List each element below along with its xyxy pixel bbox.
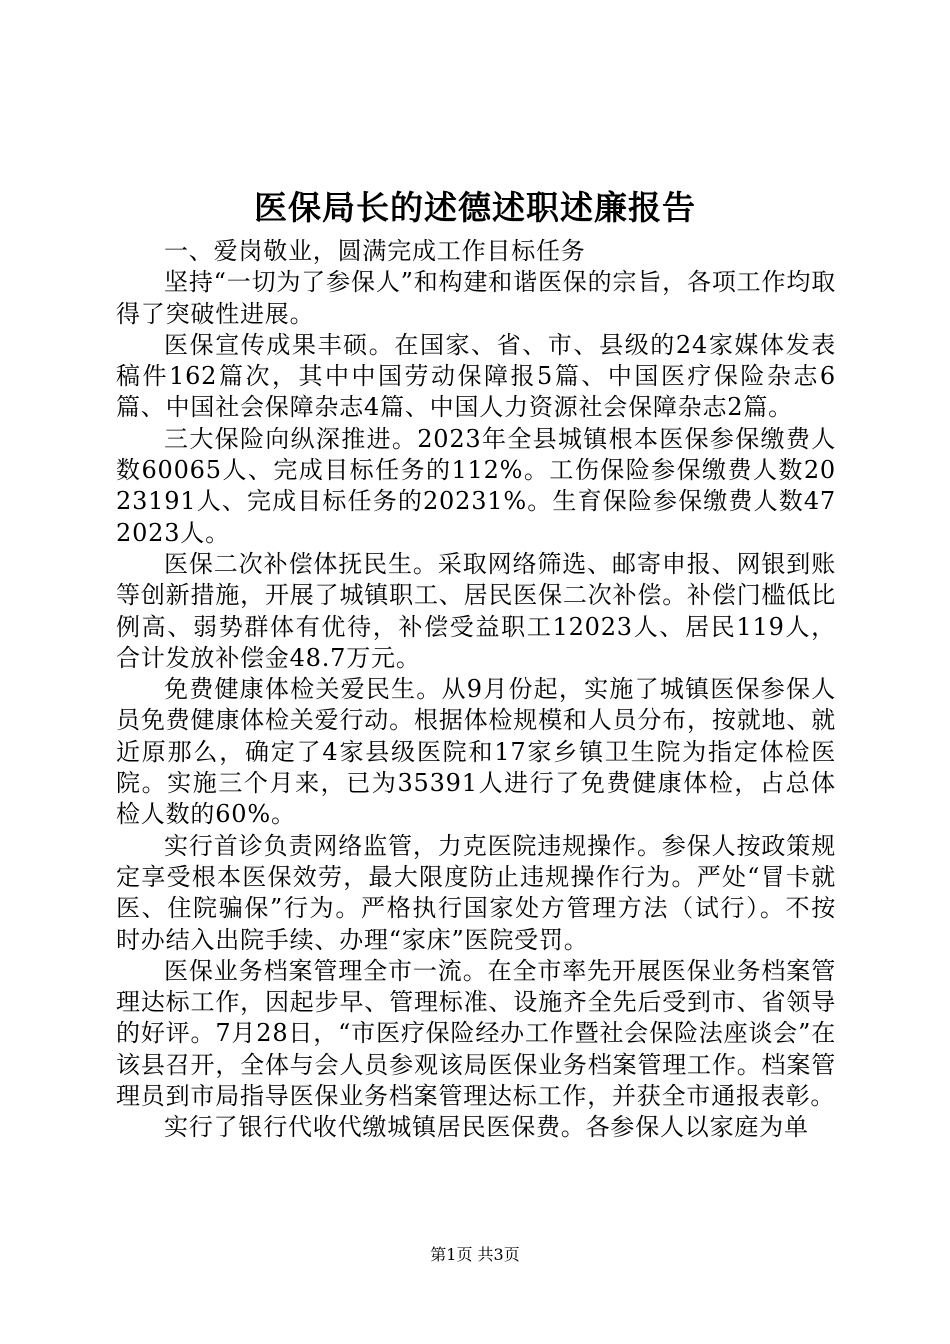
document-title: 医保局长的述德述职述廉报告 (254, 188, 696, 227)
paragraph-supervision: 实行首诊负责网络监管，力克医院违规操作。参保人按政策规定享受根本医保效劳，最大限度防止违规操作行为。严处“冒卡就医、住院骗保”行为。严格执行国家处方管理方法（试行）。不按时办结入出院手续、办理“家床”医院受罚。 (116, 831, 836, 954)
document-body (116, 236, 836, 1144)
paragraph-health-check: 免费健康体检关爱民生。从9月份起，实施了城镇医保参保人员免费健康体检关爱行动。根据体检规模和人员分布，按就地、就近原那么，确定了4家县级医院和17家乡镇卫生院为指定体检医院。实施三个月来，已为35391人进行了免费健康体检，占总体检人数的60%。 (116, 675, 836, 829)
paragraph-compensation: 医保二次补偿体抚民生。采取网络筛选、邮寄申报、网银到账等创新措施，开展了城镇职工、居民医保二次补偿。补偿门槛低比例高、弱势群体有优待，补偿受益职工12023人、居民119人，合计发放补偿金48.7万元。 (116, 549, 836, 672)
paragraph-intro: 坚持“一切为了参保人”和构建和谐医保的宗旨，各项工作均取得了突破性进展。 (116, 268, 836, 328)
paragraph-publicity: 医保宣传成果丰硕。在国家、省、市、县级的24家媒体发表稿件162篇次，其中中国劳动保障报5篇、中国医疗保险杂志6篇、中国社会保障杂志4篇、中国人力资源社会保障杂志2篇。 (116, 330, 836, 422)
page-footer: 第1页 共3页 (430, 1245, 520, 1264)
paragraph-bank-collection: 实行了银行代收代缴城镇居民医保费。各参保人以家庭为单 (164, 1113, 809, 1142)
paragraph-insurance: 三大保险向纵深推进。2023年全县城镇根本医保参保缴费人数60065人、完成目标任务的112%。工伤保险参保缴费人数2023191人、完成目标任务的20231%。生育保险参保缴费人数472023人。 (116, 424, 836, 547)
section-heading: 一、爱岗敬业，圆满完成工作目标任务 (164, 237, 586, 265)
paragraph-archives: 医保业务档案管理全市一流。在全市率先开展医保业务档案管理达标工作，因起步早、管理标准、设施齐全先后受到市、省领导的好评。7月28日，“市医疗保险经办工作暨社会保险法座谈会”在该县召开，全体与会人员参观该局医保业务档案管理工作。档案管理员到市局指导医保业务档案管理达标工作，并获全市通报表彰。 (116, 956, 836, 1111)
